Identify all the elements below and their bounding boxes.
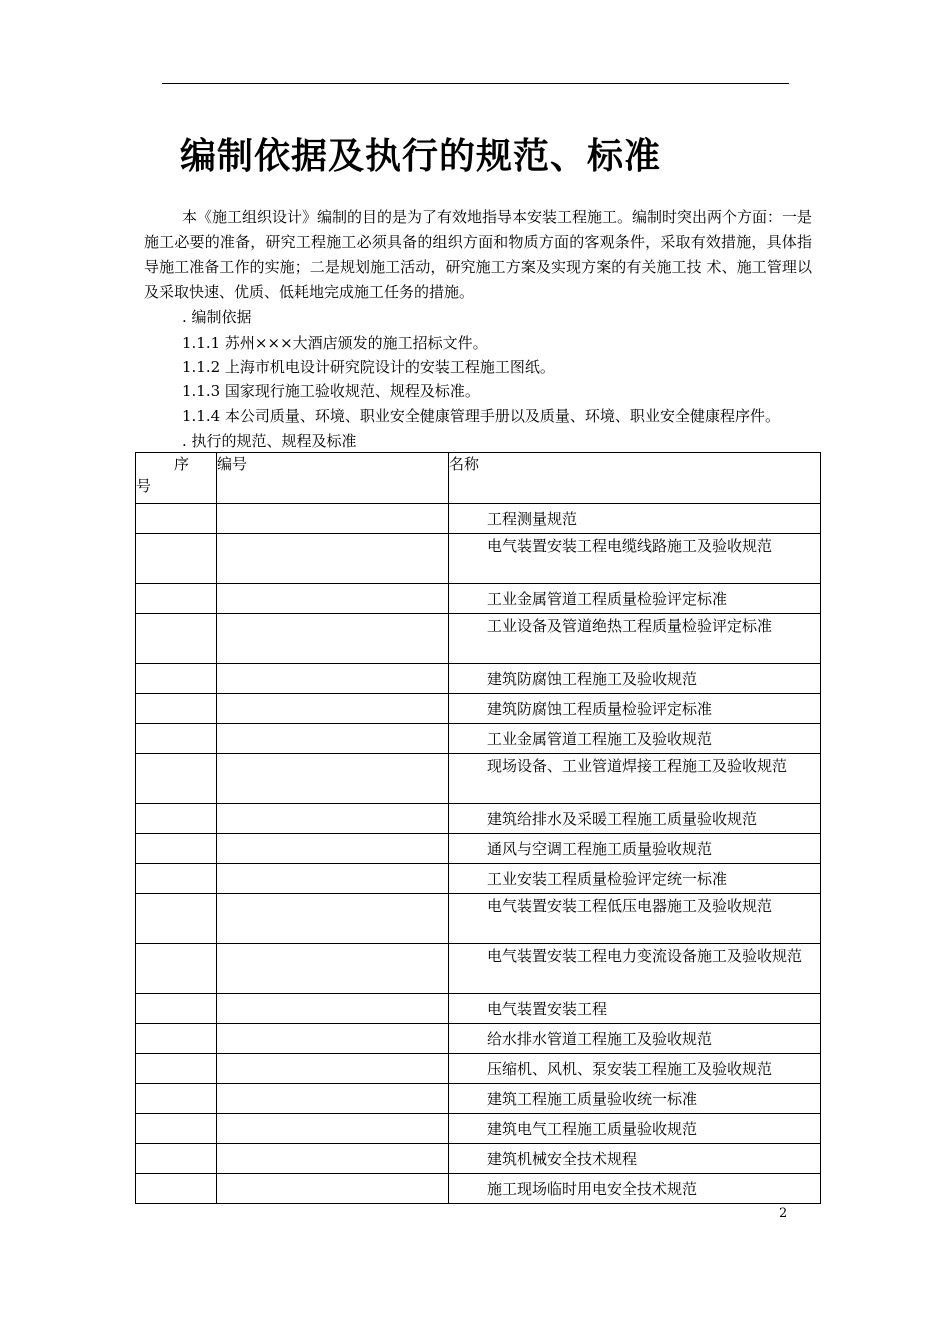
code-cell bbox=[217, 864, 449, 894]
seq-cell bbox=[136, 1114, 217, 1144]
code-cell bbox=[217, 1024, 449, 1054]
table-row bbox=[136, 994, 821, 1024]
table-row bbox=[136, 944, 821, 994]
seq-cell bbox=[136, 1174, 217, 1204]
table-row bbox=[136, 1144, 821, 1174]
seq-cell bbox=[136, 894, 217, 944]
column-header-code: 编号 bbox=[217, 453, 449, 504]
table-row bbox=[136, 864, 821, 894]
seq-cell bbox=[136, 724, 217, 754]
code-cell bbox=[217, 504, 449, 534]
name-cell: 工业金属管道工程施工及验收规范 bbox=[449, 724, 821, 754]
table-row bbox=[136, 504, 821, 534]
seq-cell bbox=[136, 864, 217, 894]
basis-item: 1.1.3 国家现行施工验收规范、规程及标准。 bbox=[182, 382, 480, 400]
code-cell bbox=[217, 944, 449, 994]
column-header-name: 名称 bbox=[449, 453, 821, 504]
seq-cell bbox=[136, 1084, 217, 1114]
standards-heading: . 执行的规范、规程及标准 bbox=[182, 432, 357, 450]
code-cell bbox=[217, 614, 449, 664]
code-cell bbox=[217, 584, 449, 614]
name-cell: 建筑防腐蚀工程质量检验评定标准 bbox=[449, 694, 821, 724]
seq-cell bbox=[136, 1024, 217, 1054]
basis-item: 1.1.2 上海市机电设计研究院设计的安装工程施工图纸。 bbox=[182, 358, 555, 376]
seq-cell bbox=[136, 614, 217, 664]
seq-cell bbox=[136, 804, 217, 834]
table-row bbox=[136, 664, 821, 694]
name-cell: 工业金属管道工程质量检验评定标准 bbox=[449, 584, 821, 614]
table-row bbox=[136, 614, 821, 664]
table-header-row bbox=[136, 453, 821, 504]
seq-cell bbox=[136, 664, 217, 694]
standards-table bbox=[135, 452, 821, 1204]
seq-cell bbox=[136, 504, 217, 534]
page-number: 2 bbox=[779, 1206, 788, 1221]
seq-cell bbox=[136, 1054, 217, 1084]
table-row bbox=[136, 534, 821, 584]
name-cell: 压缩机、风机、泵安装工程施工及验收规范 bbox=[449, 1054, 821, 1084]
table-row bbox=[136, 1024, 821, 1054]
code-cell bbox=[217, 754, 449, 804]
basis-heading: . 编制依据 bbox=[182, 308, 252, 326]
code-cell bbox=[217, 834, 449, 864]
seq-cell bbox=[136, 754, 217, 804]
basis-item: 1.1.4 本公司质量、环境、职业安全健康管理手册以及质量、环境、职业安全健康程序件。 bbox=[182, 407, 780, 425]
code-cell bbox=[217, 1054, 449, 1084]
code-cell bbox=[217, 1084, 449, 1114]
name-cell: 电气装置安装工程电力变流设备施工及验收规范 bbox=[449, 944, 821, 994]
name-cell: 建筑防腐蚀工程施工及验收规范 bbox=[449, 664, 821, 694]
seq-cell bbox=[136, 834, 217, 864]
code-cell bbox=[217, 994, 449, 1024]
name-cell: 电气装置安装工程 bbox=[449, 994, 821, 1024]
table-row bbox=[136, 1114, 821, 1144]
name-cell: 现场设备、工业管道焊接工程施工及验收规范 bbox=[449, 754, 821, 804]
code-cell bbox=[217, 534, 449, 584]
code-cell bbox=[217, 694, 449, 724]
name-cell: 建筑机械安全技术规程 bbox=[449, 1144, 821, 1174]
table-row bbox=[136, 754, 821, 804]
name-cell: 工业设备及管道绝热工程质量检验评定标准 bbox=[449, 614, 821, 664]
basis-item: 1.1.1 苏州×××大酒店颁发的施工招标文件。 bbox=[182, 334, 488, 352]
code-cell bbox=[217, 1174, 449, 1204]
seq-cell bbox=[136, 994, 217, 1024]
code-cell bbox=[217, 894, 449, 944]
table-row bbox=[136, 1174, 821, 1204]
name-cell: 建筑给排水及采暖工程施工质量验收规范 bbox=[449, 804, 821, 834]
page-title: 编制依据及执行的规范、标准 bbox=[180, 136, 662, 177]
code-cell bbox=[217, 664, 449, 694]
code-cell bbox=[217, 724, 449, 754]
table-row bbox=[136, 1054, 821, 1084]
table-row bbox=[136, 894, 821, 944]
seq-cell bbox=[136, 584, 217, 614]
name-cell: 施工现场临时用电安全技术规范 bbox=[449, 1174, 821, 1204]
table-row bbox=[136, 724, 821, 754]
name-cell: 给水排水管道工程施工及验收规范 bbox=[449, 1024, 821, 1054]
code-cell bbox=[217, 1144, 449, 1174]
table-row bbox=[136, 1084, 821, 1114]
name-cell: 电气装置安装工程低压电器施工及验收规范 bbox=[449, 894, 821, 944]
name-cell: 工程测量规范 bbox=[449, 504, 821, 534]
name-cell: 建筑电气工程施工质量验收规范 bbox=[449, 1114, 821, 1144]
seq-cell bbox=[136, 1144, 217, 1174]
seq-cell bbox=[136, 944, 217, 994]
name-cell: 建筑工程施工质量验收统一标准 bbox=[449, 1084, 821, 1114]
name-cell: 通风与空调工程施工质量验收规范 bbox=[449, 834, 821, 864]
name-cell: 工业安装工程质量检验评定统一标准 bbox=[449, 864, 821, 894]
seq-cell bbox=[136, 534, 217, 584]
table-row bbox=[136, 804, 821, 834]
name-cell: 电气装置安装工程电缆线路施工及验收规范 bbox=[449, 534, 821, 584]
code-cell bbox=[217, 804, 449, 834]
intro-paragraph: 本《施工组织设计》编制的目的是为了有效地指导本安装工程施工。编制时突出两个方面：一是施工必要的准备，研究工程施工必须具备的组织方面和物质方面的客观条件，采取有效措施，具体指导施工准备工作的实施；二是规划施工活动，研究施工方案及实现方案的有关施工技 术、施工管理以及采取快速、优质、低耗地完成施工任务的措施。 bbox=[144, 208, 813, 301]
header-rule bbox=[162, 83, 789, 84]
table-row bbox=[136, 694, 821, 724]
column-header-seq: 序 号 bbox=[136, 453, 217, 504]
table-row bbox=[136, 834, 821, 864]
seq-cell bbox=[136, 694, 217, 724]
table-row bbox=[136, 584, 821, 614]
code-cell bbox=[217, 1114, 449, 1144]
